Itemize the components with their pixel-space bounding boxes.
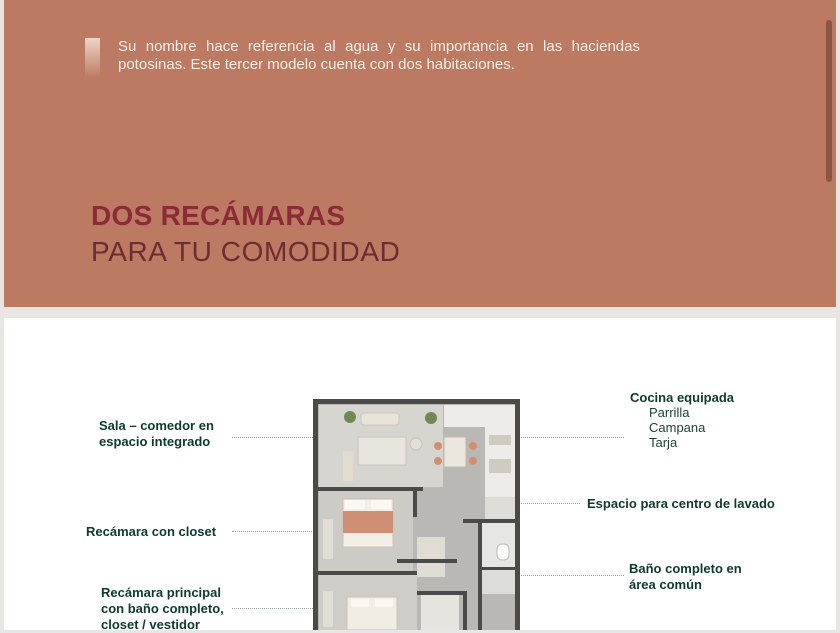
- accent-bar: [85, 38, 100, 78]
- leader-cocina: [508, 437, 624, 438]
- label-bano-line1: Baño completo en: [629, 561, 742, 576]
- headline-primary: DOS RECÁMARAS: [91, 200, 346, 231]
- label-principal-line1: Recámara principal: [101, 585, 221, 600]
- label-recamara-principal: [101, 585, 224, 633]
- label-sala-line2: espacio integrado: [99, 434, 211, 449]
- label-sala-line1: Sala – comedor en: [99, 418, 214, 433]
- label-centro-lavado: Espacio para centro de lavado: [587, 496, 775, 511]
- label-recamara-line1: Recámara con closet: [86, 524, 217, 539]
- intro-text: Su nombre hace referencia al agua y su importancia en las haciendas potosinas. Este tercer modelo cuenta con dos habitaciones.: [118, 38, 640, 73]
- cocina-item-parrilla: Parrilla: [649, 405, 690, 420]
- label-bano-line2: área común: [629, 577, 702, 592]
- leader-bano: [508, 575, 624, 576]
- cocina-item-tarja: Tarja: [649, 435, 678, 450]
- label-recamara-closet: [86, 524, 216, 540]
- label-principal-line2: con baño completo,: [101, 601, 224, 616]
- scrollbar-thumb[interactable]: [826, 20, 832, 182]
- cocina-item-campana: Campana: [649, 420, 706, 435]
- label-principal-line3: closet / vestidor: [101, 617, 200, 632]
- floor-plan-image: [313, 399, 520, 630]
- headline-secondary: PARA TU COMODIDAD: [91, 236, 401, 267]
- label-cocina-equipada: Cocina equipada: [630, 390, 735, 405]
- label-sala-comedor: [99, 418, 214, 450]
- label-bano-completo: [629, 561, 742, 593]
